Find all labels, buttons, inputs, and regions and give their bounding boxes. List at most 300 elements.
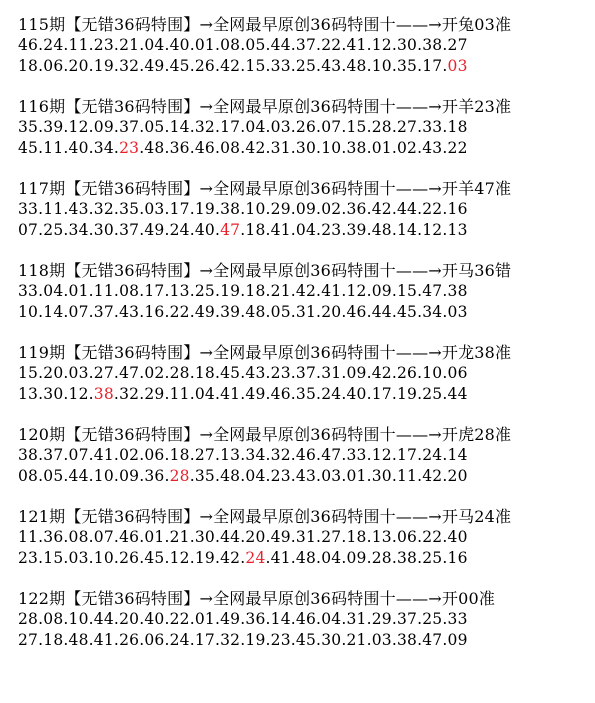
- number: 36: [169, 139, 190, 157]
- number: 27: [447, 36, 468, 54]
- number: 19: [194, 549, 215, 567]
- separator-dot: .: [63, 467, 69, 485]
- separator-dot: .: [139, 467, 145, 485]
- number: 48: [245, 303, 266, 321]
- separator-dot: .: [391, 364, 397, 382]
- number: 42: [295, 282, 317, 300]
- number-row: [18, 199, 595, 220]
- number: 04: [321, 610, 342, 628]
- issue-title: 120期【无错36码特围】→全网最早原创36码特围十——→开虎28准: [18, 425, 512, 444]
- number-row: [18, 548, 595, 569]
- separator-dot: .: [366, 303, 372, 321]
- separator-dot: .: [113, 528, 120, 546]
- number: 21: [346, 631, 367, 649]
- number: 01: [144, 528, 165, 546]
- issue-title: 121期【无错36码特围】→全网最早原创36码特围十——→开马24准: [18, 507, 512, 526]
- separator-dot: .: [290, 221, 296, 239]
- number: 20: [321, 303, 342, 321]
- number: 23: [270, 467, 291, 485]
- separator-dot: .: [38, 446, 44, 464]
- separator-dot: .: [341, 303, 347, 321]
- separator-dot: .: [38, 385, 44, 403]
- number: 09: [371, 282, 392, 300]
- separator-dot: .: [88, 549, 94, 567]
- number: 45: [18, 139, 39, 157]
- number: 47: [422, 282, 443, 300]
- separator-dot: .: [113, 221, 120, 239]
- number: 33: [18, 282, 39, 300]
- separator-dot: .: [265, 139, 271, 157]
- number: 05: [245, 36, 266, 54]
- number: 13: [169, 282, 190, 300]
- number: 37: [295, 364, 317, 382]
- separator-dot: .: [366, 139, 372, 157]
- separator-dot: .: [316, 57, 322, 75]
- number: 38: [346, 139, 367, 157]
- number: 05: [270, 303, 291, 321]
- number: 10: [422, 364, 443, 382]
- number: 03: [270, 118, 291, 136]
- number: 05: [144, 118, 165, 136]
- separator-dot: .: [442, 385, 448, 403]
- number: 30: [295, 139, 317, 157]
- number-row: [18, 56, 595, 77]
- separator-dot: .: [214, 364, 221, 382]
- separator-dot: .: [265, 221, 271, 239]
- separator-dot: .: [214, 446, 221, 464]
- separator-dot: .: [391, 57, 397, 75]
- number: 45: [295, 631, 317, 649]
- separator-dot: .: [341, 610, 347, 628]
- issue-title: 118期【无错36码特围】→全网最早原创36码特围十——→开马36错: [18, 261, 512, 280]
- separator-dot: .: [290, 303, 296, 321]
- number: 15: [346, 118, 367, 136]
- number: 27: [321, 528, 342, 546]
- separator-dot: .: [265, 57, 271, 75]
- number: 42: [220, 57, 241, 75]
- number: 47: [119, 364, 140, 382]
- separator-dot: .: [290, 57, 296, 75]
- number: 26: [119, 631, 140, 649]
- number: 34: [245, 446, 266, 464]
- number: 25: [43, 221, 64, 239]
- separator-dot: .: [113, 200, 120, 218]
- number: 41: [93, 446, 114, 464]
- separator-dot: .: [88, 364, 94, 382]
- separator-dot: .: [139, 57, 145, 75]
- separator-dot: .: [38, 364, 44, 382]
- separator-dot: .: [366, 385, 372, 403]
- number: 45: [220, 364, 241, 382]
- separator-dot: .: [189, 303, 195, 321]
- number: 18: [43, 631, 64, 649]
- number: 42: [220, 549, 241, 567]
- number: 40: [346, 385, 367, 403]
- number: 20: [245, 528, 266, 546]
- number: 44: [447, 385, 468, 403]
- number: 32: [220, 631, 241, 649]
- number: 46: [18, 36, 39, 54]
- issue-entry: [18, 178, 595, 241]
- number: 42: [371, 364, 392, 382]
- number: 19: [220, 282, 241, 300]
- number: 25: [194, 282, 215, 300]
- number: 33: [422, 118, 443, 136]
- number: 23: [270, 631, 291, 649]
- number: 16: [144, 303, 165, 321]
- number: 25: [422, 610, 443, 628]
- separator-dot: .: [240, 610, 246, 628]
- separator-dot: .: [316, 549, 322, 567]
- separator-dot: .: [391, 200, 397, 218]
- separator-dot: .: [189, 610, 195, 628]
- separator-dot: .: [341, 549, 347, 567]
- issue-title: 117期【无错36码特围】→全网最早原创36码特围十——→开羊47准: [18, 179, 512, 198]
- separator-dot: .: [38, 200, 44, 218]
- number: 14: [396, 221, 418, 239]
- separator-dot: .: [214, 528, 221, 546]
- number: 11: [43, 139, 64, 157]
- number: 44: [396, 200, 418, 218]
- separator-dot: .: [189, 364, 195, 382]
- number-row: [18, 117, 595, 138]
- separator-dot: .: [290, 364, 296, 382]
- number: 02: [396, 139, 418, 157]
- separator-dot: .: [88, 385, 94, 403]
- separator-dot: .: [214, 57, 221, 75]
- separator-dot: .: [189, 282, 195, 300]
- separator-dot: .: [366, 282, 372, 300]
- number: 49: [270, 528, 291, 546]
- separator-dot: .: [63, 364, 69, 382]
- separator-dot: .: [139, 385, 145, 403]
- separator-dot: .: [391, 118, 397, 136]
- separator-dot: .: [341, 57, 347, 75]
- number: 25: [422, 549, 443, 567]
- separator-dot: .: [265, 36, 271, 54]
- number: 07: [18, 221, 39, 239]
- number: 09: [346, 364, 367, 382]
- separator-dot: .: [240, 57, 246, 75]
- number: 10: [245, 200, 266, 218]
- separator-dot: .: [164, 57, 170, 75]
- separator-dot: .: [366, 221, 372, 239]
- separator-dot: .: [442, 364, 448, 382]
- number: 44: [371, 303, 392, 321]
- issue-title: 119期【无错36码特围】→全网最早原创36码特围十——→开龙38准: [18, 343, 512, 362]
- separator-dot: .: [316, 282, 322, 300]
- separator-dot: .: [316, 467, 322, 485]
- separator-dot: .: [265, 549, 271, 567]
- separator-dot: .: [139, 446, 145, 464]
- number: 27: [396, 118, 418, 136]
- number: 09: [119, 467, 140, 485]
- number: 08: [220, 36, 241, 54]
- number: 21: [119, 36, 140, 54]
- separator-dot: .: [63, 385, 69, 403]
- number: 42: [422, 467, 443, 485]
- number: 36: [144, 467, 165, 485]
- issue-title: 116期【无错36码特围】→全网最早原创36码特围十——→开羊23准: [18, 97, 512, 116]
- number: 41: [270, 221, 291, 239]
- separator-dot: .: [316, 118, 322, 136]
- number: 40: [194, 221, 215, 239]
- number: 35: [295, 385, 317, 403]
- separator-dot: .: [63, 139, 69, 157]
- number: 11: [93, 282, 114, 300]
- separator-dot: .: [63, 528, 69, 546]
- number: 02: [119, 446, 140, 464]
- number: 27: [194, 446, 215, 464]
- number: 21: [270, 282, 291, 300]
- number: 03: [321, 467, 342, 485]
- number: 45: [169, 57, 190, 75]
- separator-dot: .: [290, 139, 296, 157]
- number: 36: [245, 610, 266, 628]
- number: 43: [245, 364, 266, 382]
- separator-dot: .: [316, 36, 322, 54]
- number: 08: [220, 139, 241, 157]
- number: 29: [371, 610, 392, 628]
- separator-dot: .: [214, 631, 221, 649]
- separator-dot: .: [38, 282, 44, 300]
- separator-dot: .: [366, 364, 372, 382]
- separator-dot: .: [63, 57, 69, 75]
- number: 44: [68, 467, 89, 485]
- number: 39: [43, 118, 64, 136]
- separator-dot: .: [189, 528, 195, 546]
- number: 43: [68, 200, 89, 218]
- number: 03: [144, 200, 165, 218]
- separator-dot: .: [391, 139, 397, 157]
- separator-dot: .: [88, 36, 94, 54]
- number: 10: [371, 57, 392, 75]
- separator-dot: .: [240, 303, 246, 321]
- separator-dot: .: [164, 446, 170, 464]
- number: 24: [169, 631, 190, 649]
- separator-dot: .: [265, 200, 271, 218]
- number: 22: [169, 610, 190, 628]
- number: 46: [270, 385, 291, 403]
- separator-dot: .: [113, 467, 120, 485]
- number: 18: [245, 282, 266, 300]
- separator-dot: .: [63, 631, 69, 649]
- number: 04: [245, 467, 266, 485]
- separator-dot: .: [164, 364, 170, 382]
- separator-dot: .: [189, 118, 195, 136]
- separator-dot: .: [366, 610, 372, 628]
- number: 06: [396, 528, 418, 546]
- number: 30: [396, 36, 418, 54]
- number-row: [18, 220, 595, 241]
- separator-dot: .: [113, 139, 120, 157]
- number: 13: [220, 446, 241, 464]
- number: 02: [144, 364, 165, 382]
- separator-dot: .: [240, 282, 246, 300]
- separator-dot: .: [214, 221, 221, 239]
- separator-dot: .: [316, 303, 322, 321]
- number: 01: [68, 282, 89, 300]
- number: 43: [422, 139, 443, 157]
- separator-dot: .: [113, 118, 120, 136]
- number: 28: [371, 118, 392, 136]
- separator-dot: .: [316, 610, 322, 628]
- separator-dot: .: [164, 200, 170, 218]
- separator-dot: .: [38, 549, 44, 567]
- separator-dot: .: [442, 549, 448, 567]
- number: 43: [119, 303, 140, 321]
- separator-dot: .: [366, 549, 372, 567]
- separator-dot: .: [442, 36, 448, 54]
- number: 15: [18, 364, 39, 382]
- number: 48: [220, 467, 241, 485]
- number: 03: [68, 549, 89, 567]
- separator-dot: .: [38, 221, 44, 239]
- number: 31: [295, 528, 317, 546]
- number: 47: [422, 631, 443, 649]
- separator-dot: .: [442, 528, 448, 546]
- separator-dot: .: [113, 364, 120, 382]
- issue-title: 115期【无错36码特围】→全网最早原创36码特围十——→开兔03准: [18, 15, 512, 34]
- separator-dot: .: [164, 385, 170, 403]
- number: 38: [422, 36, 443, 54]
- separator-dot: .: [113, 282, 120, 300]
- separator-dot: .: [290, 446, 296, 464]
- separator-dot: .: [164, 549, 170, 567]
- separator-dot: .: [139, 139, 145, 157]
- separator-dot: .: [265, 446, 271, 464]
- separator-dot: .: [189, 200, 195, 218]
- number: 23: [321, 221, 342, 239]
- number: 04: [245, 118, 266, 136]
- number: 07: [321, 118, 342, 136]
- separator-dot: .: [391, 528, 397, 546]
- number: 23: [18, 549, 39, 567]
- separator-dot: .: [290, 200, 296, 218]
- separator-dot: .: [214, 282, 221, 300]
- number: 03: [447, 303, 468, 321]
- number: 18: [169, 446, 190, 464]
- number: 28: [169, 364, 190, 382]
- number: 19: [93, 57, 114, 75]
- number: 14: [447, 446, 468, 464]
- number: 12: [68, 118, 89, 136]
- separator-dot: .: [189, 36, 195, 54]
- number: 22: [447, 139, 468, 157]
- separator-dot: .: [88, 528, 94, 546]
- number: 34: [422, 303, 443, 321]
- separator-dot: .: [417, 631, 423, 649]
- separator-dot: .: [442, 631, 448, 649]
- separator-dot: .: [240, 467, 246, 485]
- number: 46: [119, 528, 140, 546]
- number: 26: [194, 57, 215, 75]
- number: 36: [43, 528, 64, 546]
- separator-dot: .: [442, 118, 448, 136]
- number: 48: [346, 57, 367, 75]
- number: 41: [321, 282, 342, 300]
- separator-dot: .: [316, 200, 322, 218]
- separator-dot: .: [38, 631, 44, 649]
- separator-dot: .: [214, 118, 221, 136]
- separator-dot: .: [164, 610, 170, 628]
- separator-dot: .: [63, 549, 69, 567]
- separator-dot: .: [189, 549, 195, 567]
- number: 19: [396, 385, 418, 403]
- separator-dot: .: [366, 57, 372, 75]
- separator-dot: .: [366, 446, 372, 464]
- number: 11: [169, 385, 190, 403]
- number: 30: [371, 467, 392, 485]
- separator-dot: .: [113, 549, 120, 567]
- hit-number: 24: [245, 549, 266, 567]
- number: 37: [119, 118, 140, 136]
- number: 35: [119, 200, 140, 218]
- separator-dot: .: [88, 303, 94, 321]
- separator-dot: .: [417, 139, 423, 157]
- number: 22: [422, 528, 443, 546]
- separator-dot: .: [341, 631, 347, 649]
- number: 15: [245, 57, 266, 75]
- separator-dot: .: [366, 528, 372, 546]
- number: 41: [93, 631, 114, 649]
- separator-dot: .: [316, 221, 322, 239]
- number-row: [18, 138, 595, 159]
- separator-dot: .: [391, 631, 397, 649]
- number: 30: [321, 631, 342, 649]
- separator-dot: .: [113, 303, 120, 321]
- separator-dot: .: [164, 631, 170, 649]
- separator-dot: .: [290, 610, 296, 628]
- number: 12: [371, 36, 392, 54]
- separator-dot: .: [265, 282, 271, 300]
- separator-dot: .: [417, 385, 423, 403]
- separator-dot: .: [265, 467, 271, 485]
- number: 23: [93, 36, 114, 54]
- number: 37: [295, 36, 317, 54]
- separator-dot: .: [341, 139, 347, 157]
- number: 30: [93, 221, 114, 239]
- number: 30: [194, 528, 215, 546]
- number: 24: [43, 36, 64, 54]
- number: 31: [270, 139, 291, 157]
- number: 23: [270, 364, 291, 382]
- number: 45: [396, 303, 418, 321]
- number: 48: [68, 631, 89, 649]
- number: 14: [270, 610, 291, 628]
- number: 22: [422, 200, 443, 218]
- separator-dot: .: [442, 221, 448, 239]
- number: 01: [194, 36, 215, 54]
- number: 34: [68, 221, 89, 239]
- separator-dot: .: [442, 139, 448, 157]
- separator-dot: .: [417, 303, 423, 321]
- issue-title: 122期【无错36码特围】→全网最早原创36码特围十——→开00准: [18, 589, 496, 608]
- separator-dot: .: [240, 221, 246, 239]
- separator-dot: .: [139, 528, 145, 546]
- number: 32: [119, 385, 140, 403]
- number: 38: [396, 549, 418, 567]
- number: 10: [93, 467, 114, 485]
- separator-dot: .: [290, 118, 296, 136]
- separator-dot: .: [214, 303, 221, 321]
- number: 12: [346, 282, 367, 300]
- separator-dot: .: [240, 549, 246, 567]
- issue-entry: [18, 506, 595, 569]
- separator-dot: .: [341, 446, 347, 464]
- hit-number: 47: [220, 221, 241, 239]
- number: 29: [144, 385, 165, 403]
